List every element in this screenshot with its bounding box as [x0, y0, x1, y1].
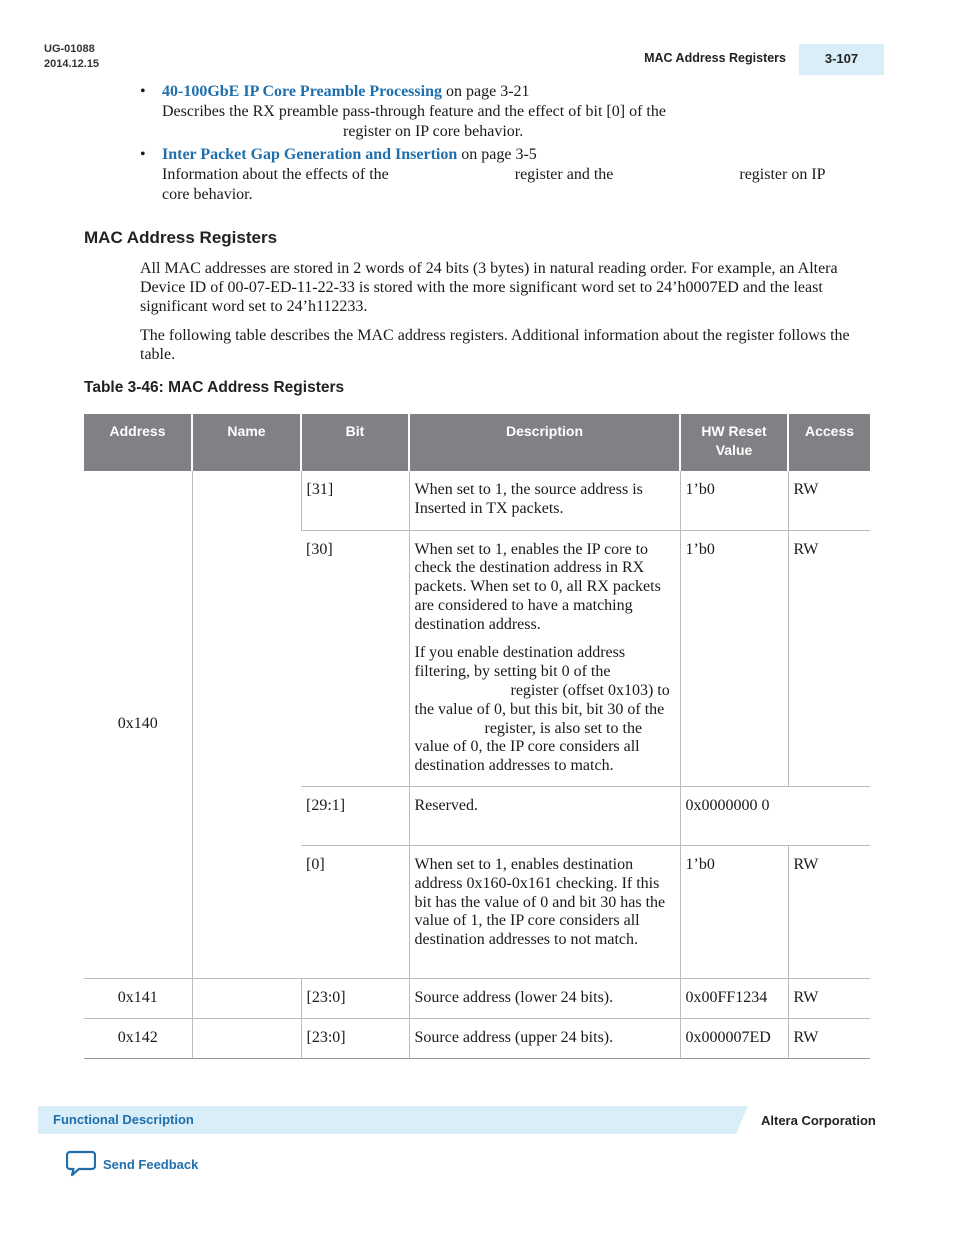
page-reference: on page 3-5	[457, 146, 537, 163]
ipg-generation-link[interactable]: Inter Packet Gap Generation and Insertion	[162, 146, 458, 163]
table-header-row	[84, 414, 870, 471]
doc-number: UG-01088	[44, 43, 95, 55]
body-paragraph: All MAC addresses are stored in 2 words of 24 bits (3 bytes) in natural reading order. For example, an Altera Device ID of 00-07-ED-11-22-33 is stored with the more significant word set to 24’h0007ED and the least significant word set to 24’h112233.	[140, 260, 838, 315]
mac-address-register-table	[84, 414, 870, 1059]
col-header-access: Access	[788, 414, 870, 471]
access-cell: RW	[788, 846, 870, 979]
access-cell	[788, 787, 870, 846]
list-item-description: Describes the RX preamble pass-through feature and the effect of bit [0] of the	[162, 103, 666, 120]
description-note	[415, 644, 675, 776]
footer-company: Altera Corporation	[761, 1113, 876, 1128]
desc-fragment: register (offset 0x103) to the value of 0, but this bit, bit 30 of the	[414, 682, 670, 718]
description-cell: Source address (lower 24 bits).	[409, 979, 680, 1019]
reset-value-cell: 0x00FF1234	[680, 979, 788, 1019]
access-cell: RW	[788, 471, 870, 530]
access-cell: RW	[788, 1019, 870, 1059]
bullet-icon: •	[140, 146, 146, 163]
table-row	[84, 1019, 870, 1059]
description-cell	[409, 530, 680, 787]
page-number: 3-107	[799, 44, 884, 75]
table-row	[84, 471, 870, 530]
list-item	[140, 145, 870, 205]
table-row	[84, 979, 870, 1019]
list-item	[140, 82, 870, 142]
running-header-title: MAC Address Registers	[644, 51, 786, 65]
desc-fragment: If you enable destination address filtering, by setting bit 0 of the	[414, 644, 626, 681]
description-text: When set to 1, enables the IP core to check the destination address in RX packets. When set to 0, all RX packets are considered to have a matching destination address.	[414, 540, 661, 633]
table-caption: Table 3-46: MAC Address Registers	[84, 379, 345, 396]
col-header-name: Name	[192, 414, 301, 471]
description-cell: When set to 1, enables destination address 0x160-0x161 checking. If this bit has the value of 0 and bit 30 has the value of 1, the IP core considers all destination addresses to not match.	[409, 846, 680, 979]
name-cell	[192, 471, 301, 979]
body-paragraph: The following table describes the MAC address registers. Additional information about the register follows the table.	[140, 327, 850, 363]
bullet-icon: •	[140, 83, 146, 100]
access-cell: RW	[788, 979, 870, 1019]
speech-bubble-icon	[66, 1150, 96, 1178]
col-header-reset-value: HW Reset Value	[680, 414, 788, 471]
address-cell: 0x141	[84, 979, 192, 1019]
reset-value-cell: 1’b0	[680, 471, 788, 530]
bit-cell: [23:0]	[301, 1019, 409, 1059]
list-item-description-cont: register on IP core behavior.	[343, 123, 524, 140]
bit-cell: [23:0]	[301, 979, 409, 1019]
footer-chapter-link[interactable]: Functional Description	[53, 1112, 194, 1127]
section-heading: MAC Address Registers	[84, 228, 278, 247]
col-header-bit: Bit	[301, 414, 409, 471]
doc-date: 2014.12.15	[44, 58, 100, 70]
document-id	[44, 42, 99, 72]
desc-fragment: Information about the effects of the	[162, 166, 389, 183]
bit-cell: [30]	[301, 530, 409, 787]
desc-fragment: register on IP	[739, 166, 826, 183]
col-header-description: Description	[409, 414, 680, 471]
address-cell: 0x142	[84, 1019, 192, 1059]
description-cell: Reserved.	[409, 787, 680, 846]
access-cell: RW	[788, 530, 870, 787]
related-links-list	[140, 82, 870, 208]
send-feedback-link[interactable]	[66, 1150, 198, 1178]
name-cell	[192, 979, 301, 1019]
name-cell	[192, 1019, 301, 1059]
page-reference: on page 3-21	[441, 83, 530, 100]
description-cell: When set to 1, the source address is Inserted in TX packets.	[409, 471, 680, 530]
bit-cell: [0]	[301, 846, 409, 979]
list-item-description	[162, 165, 870, 185]
desc-fragment: register, is also set to the value of 0, the IP core considers all destination addresses to match.	[414, 719, 643, 775]
reset-value-cell: 1’b0	[680, 846, 788, 979]
address-cell: 0x140	[84, 471, 192, 979]
description-cell: Source address (upper 24 bits).	[409, 1019, 680, 1059]
col-header-address: Address	[84, 414, 192, 471]
preamble-processing-link[interactable]: 40-100GbE IP Core Preamble Processing	[162, 83, 442, 100]
bit-cell: [29:1]	[301, 787, 409, 846]
send-feedback-label: Send Feedback	[103, 1156, 199, 1172]
reset-value-cell: 0x000007ED	[680, 1019, 788, 1059]
desc-fragment: register and the	[514, 166, 614, 183]
list-item-description-cont: core behavior.	[162, 186, 253, 203]
reset-value-cell: 1’b0	[680, 530, 788, 787]
reset-value-cell: 0x0000000 0	[680, 787, 788, 846]
bit-cell: [31]	[301, 471, 409, 530]
